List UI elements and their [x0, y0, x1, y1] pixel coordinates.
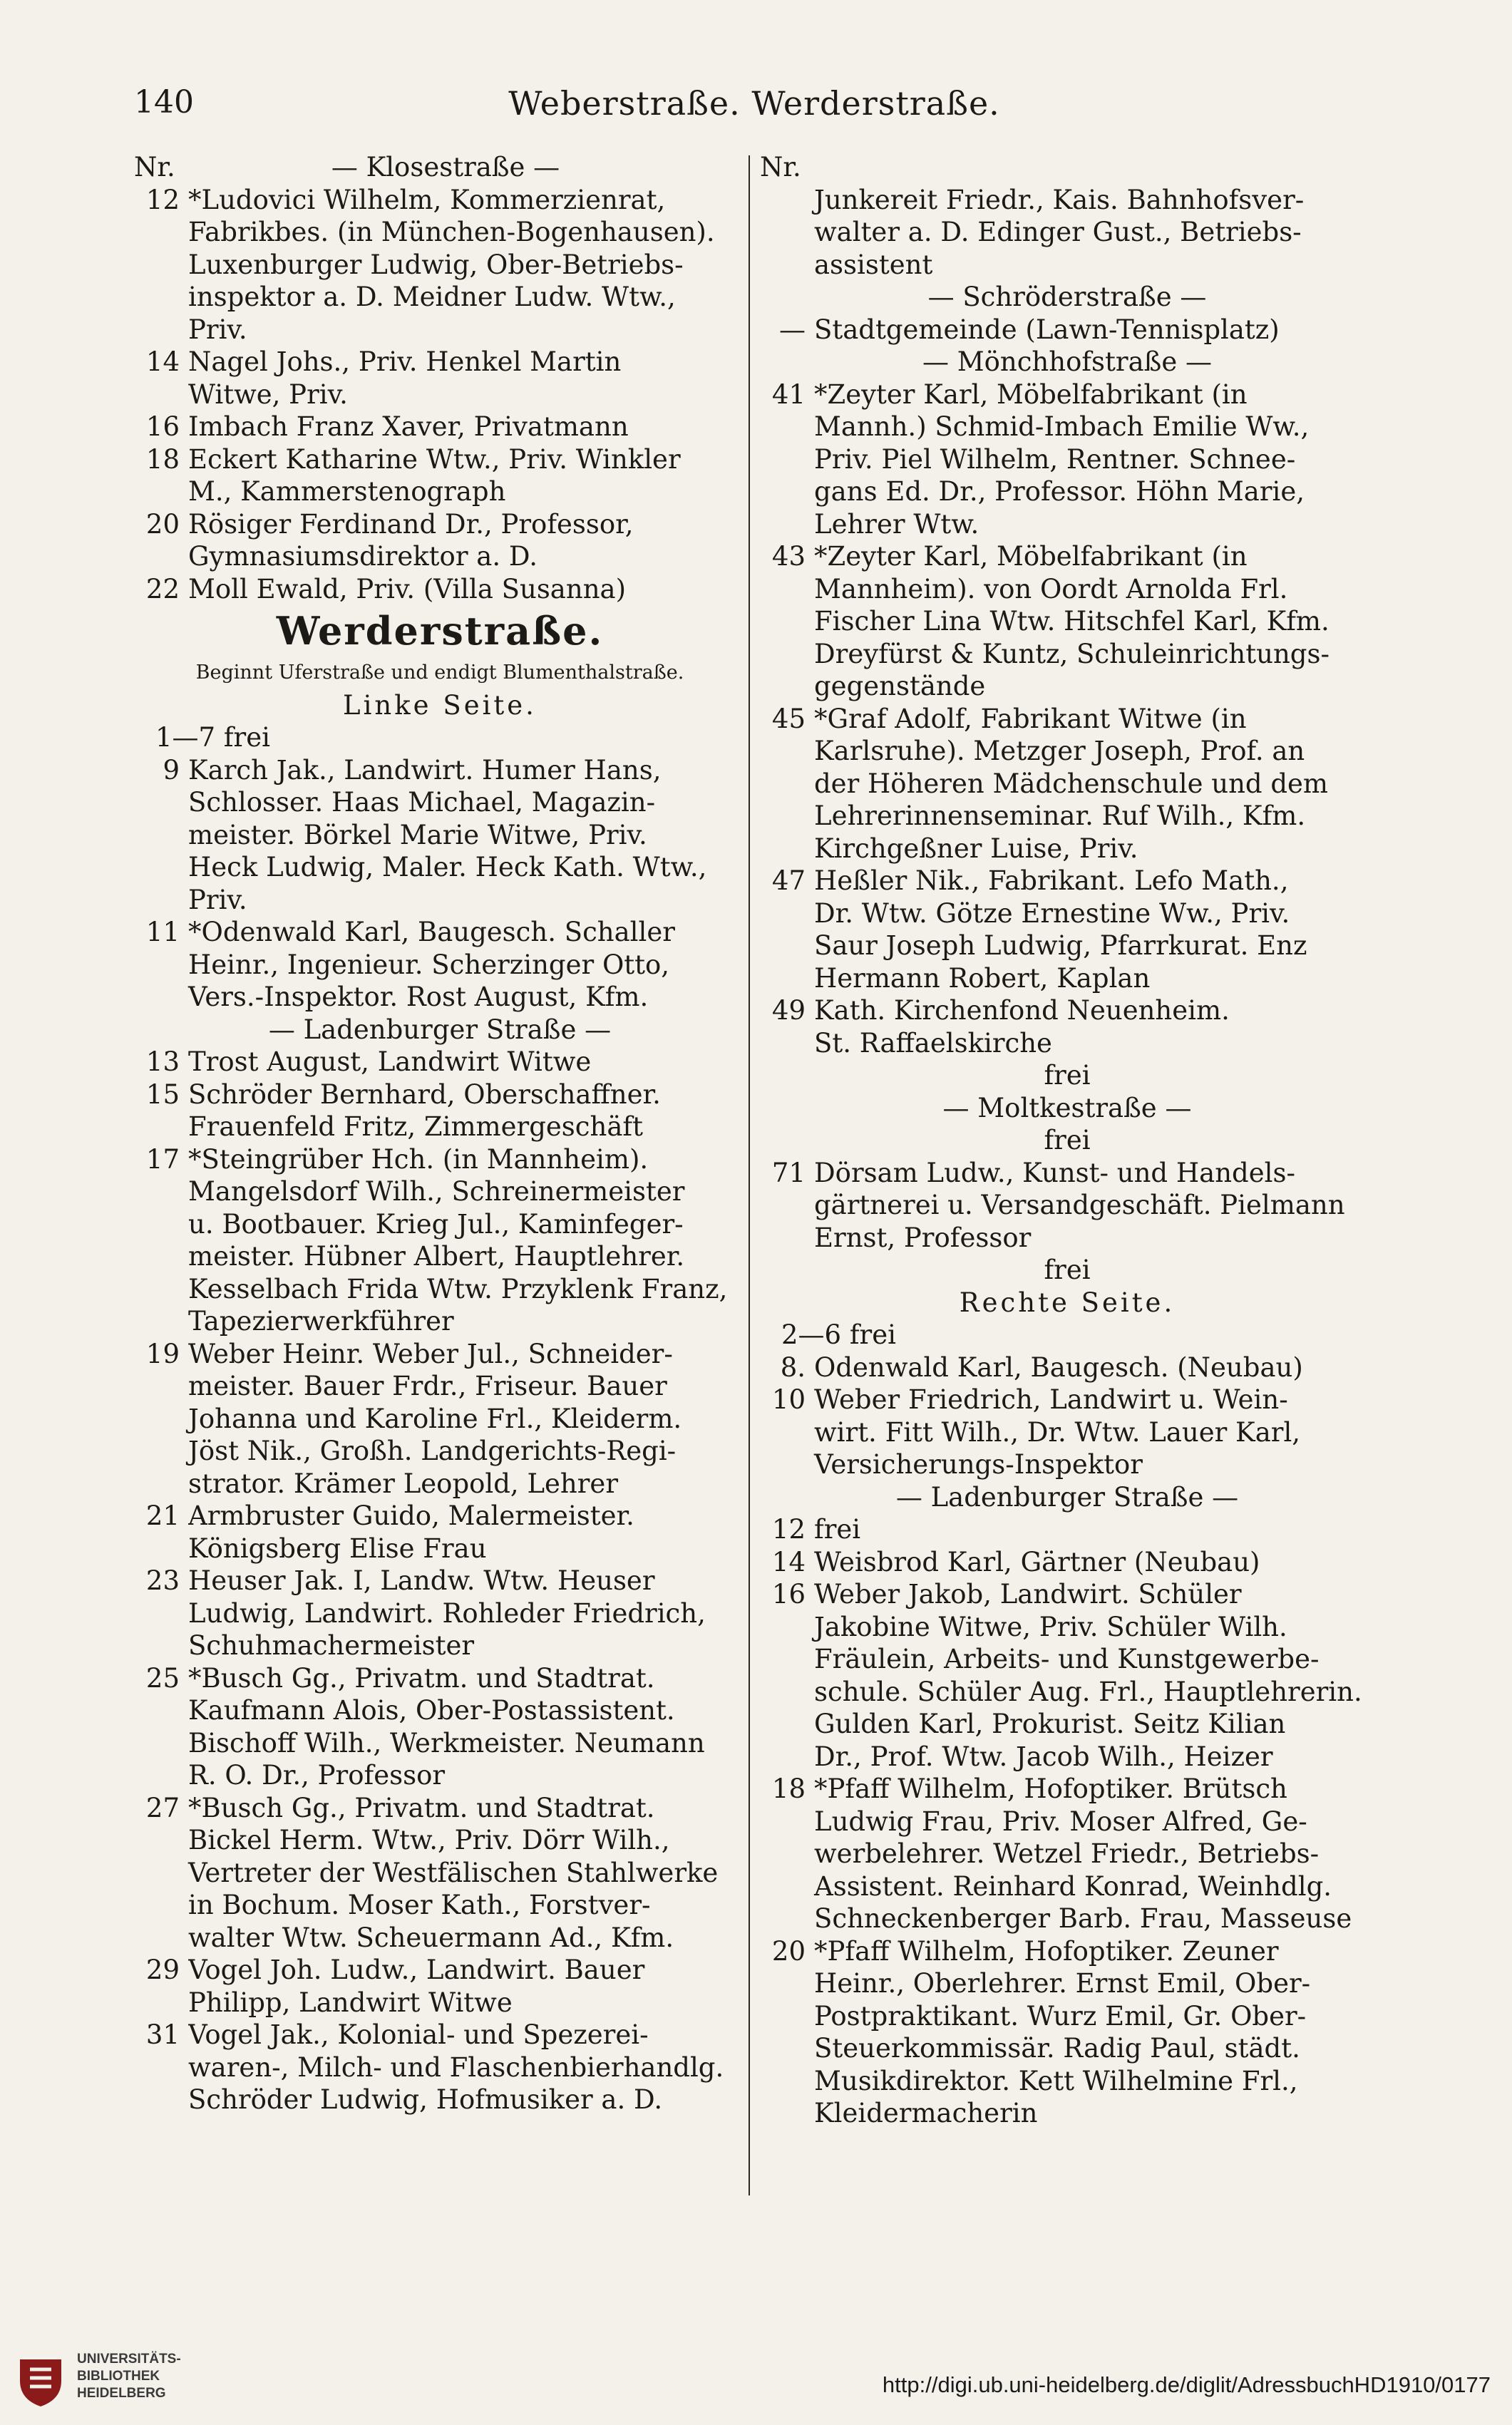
entry-continuation: Postpraktikant. Wurz Emil, Gr. Ober- — [814, 2000, 1307, 2032]
address-entry — [134, 1338, 746, 1371]
street-title: Werderstraße. — [276, 608, 604, 654]
side-heading: Rechte Seite. — [959, 1287, 1176, 1318]
entry-text: Schröder Bernhard, Oberschaffner. — [188, 1078, 661, 1110]
entry-continuation: Bickel Herm. Wtw., Priv. Dörr Wilh., — [188, 1825, 670, 1855]
entry-text: *Pfaff Wilhelm, Hofoptiker. Brütsch — [814, 1773, 1287, 1804]
entry-continuation: Schlosser. Haas Michael, Magazin- — [188, 787, 656, 818]
source-url[interactable]: http://digi.ub.uni-heidelberg.de/diglit/AdressbuchHD1910/0177 — [882, 2372, 1491, 2397]
address-entry — [760, 314, 1374, 346]
house-number: 16 — [771, 1579, 806, 1610]
entry-continuation: gärtnerei u. Versandgeschäft. Pielmann — [814, 1190, 1345, 1220]
cross-street-label: frei — [1044, 1255, 1091, 1285]
entry-continuation: Karlsruhe). Metzger Joseph, Prof. an — [814, 736, 1305, 766]
range-entry: 2—6 frei — [781, 1319, 896, 1350]
entry-continuation: werbelehrer. Wetzel Friedr., Betriebs- — [814, 1838, 1320, 1869]
house-number: 13 — [145, 1046, 180, 1077]
address-entry — [134, 1792, 746, 1825]
entry-text: Moll Ewald, Priv. (Villa Susanna) — [188, 573, 627, 604]
house-number: 19 — [145, 1338, 180, 1369]
house-number: 20 — [145, 508, 180, 540]
entry-text: Armbruster Guido, Malermeister. — [188, 1500, 634, 1531]
address-entry — [760, 703, 1374, 736]
entry-text: Eckert Katharine Wtw., Priv. Winkler — [188, 443, 681, 475]
entry-continuation: waren-, Milch- und Flaschenbierhandlg. — [188, 2051, 724, 2083]
address-entry — [134, 1078, 746, 1111]
entry-continuation: walter a. D. Edinger Gust., Betriebs- — [814, 217, 1302, 247]
number-column-label — [134, 151, 746, 184]
entry-text: Nagel Johs., Priv. Henkel Martin — [188, 346, 622, 377]
house-number: 27 — [145, 1792, 180, 1823]
house-number: 9 — [163, 754, 180, 786]
street-route-note: Beginnt Uferstraße und endigt Blumenthalstraße. — [195, 661, 684, 684]
entry-continuation: Mannheim). von Oordt Arnolda Frl. — [814, 573, 1288, 604]
entry-continuation: Junkereit Friedr., Kais. Bahnhofsver- — [814, 184, 1305, 215]
address-entry — [134, 411, 746, 443]
entry-continuation: Königsberg Elise Frau — [188, 1533, 487, 1564]
entry-continuation: Priv. Piel Wilhelm, Rentner. Schnee- — [814, 443, 1296, 475]
entry-text: *Zeyter Karl, Möbelfabrikant (in — [814, 541, 1248, 572]
entry-continuation: Dr., Prof. Wtw. Jacob Wilh., Heizer — [814, 1741, 1273, 1772]
entry-continuation: Vertreter der Westfälischen Stahlwerke — [188, 1857, 719, 1888]
address-entry — [760, 1546, 1374, 1579]
address-entry — [134, 1662, 746, 1695]
entry-continuation: Steuerkommissär. Radig Paul, städt. — [814, 2033, 1300, 2064]
address-entry — [760, 1935, 1374, 1968]
entry-text: Weisbrod Karl, Gärtner (Neubau) — [814, 1546, 1260, 1577]
house-number: 31 — [145, 2019, 180, 2050]
entry-continuation: Ludwig, Landwirt. Rohleder Friedrich, — [188, 1597, 706, 1629]
entry-continuation: Kleidermacherin — [814, 2098, 1038, 2128]
address-entry — [134, 1954, 746, 1987]
library-name-line: HEIDELBERG — [77, 2386, 166, 2401]
entry-text: Vogel Joh. Ludw., Landwirt. Bauer — [188, 1955, 645, 1985]
entry-continuation: Mangelsdorf Wilh., Schreinermeister — [188, 1176, 685, 1207]
house-number: 18 — [145, 443, 180, 475]
house-number: 15 — [145, 1078, 180, 1110]
range-entry: 1—7 frei — [155, 722, 270, 753]
entry-text: — Klosestraße — — [331, 152, 560, 182]
entry-continuation: Luxenburger Ludwig, Ober-Betriebs- — [188, 249, 684, 280]
address-entry — [760, 1384, 1374, 1416]
entry-continuation: Mannh.) Schmid-Imbach Emilie Ww., — [814, 411, 1310, 442]
house-number: Nr. — [760, 152, 801, 182]
left-column — [134, 151, 746, 2204]
entry-continuation: Kirchgeßner Luise, Priv. — [814, 833, 1138, 864]
entry-continuation: Heck Ludwig, Maler. Heck Kath. Wtw., — [188, 852, 707, 882]
house-number: — — [779, 314, 806, 345]
column-divider — [749, 155, 750, 2195]
entry-continuation: meister. Hübner Albert, Hauptlehrer. — [188, 1241, 685, 1272]
entry-continuation: Tapezierwerkführer — [188, 1306, 454, 1337]
entry-continuation: Witwe, Priv. — [188, 379, 348, 410]
entry-continuation: Dr. Wtw. Götze Ernestine Ww., Priv. — [814, 897, 1290, 929]
entry-continuation: Assistent. Reinhard Konrad, Weinhdlg. — [814, 1870, 1332, 1902]
entry-text: Weber Heinr. Weber Jul., Schneider- — [188, 1338, 673, 1369]
address-entry — [760, 540, 1374, 573]
house-number: 14 — [145, 346, 180, 377]
entry-continuation: Ludwig Frau, Priv. Moser Alfred, Ge- — [814, 1806, 1307, 1837]
address-entry — [134, 754, 746, 787]
house-number: 21 — [145, 1500, 180, 1531]
entry-continuation: gans Ed. Dr., Professor. Höhn Marie, — [814, 476, 1305, 507]
cross-street-label: — Schröderstraße — — [927, 282, 1207, 312]
entry-continuation: meister. Bauer Frdr., Friseur. Bauer — [188, 1371, 667, 1401]
library-name-line: BIBLIOTHEK — [77, 2369, 160, 2384]
entry-continuation: Schuhmachermeister — [188, 1630, 475, 1661]
house-number: 47 — [771, 865, 806, 896]
entry-continuation: Versicherungs-Inspektor — [814, 1449, 1143, 1480]
address-entry — [134, 508, 746, 541]
address-entry — [134, 443, 746, 476]
library-logo[interactable] — [16, 2347, 201, 2415]
entry-text: Weber Friedrich, Landwirt u. Wein- — [814, 1384, 1288, 1415]
entry-continuation: gegenstände — [814, 671, 986, 701]
entry-text: *Graf Adolf, Fabrikant Witwe (in — [814, 703, 1247, 734]
address-entry — [134, 184, 746, 217]
address-entry — [760, 1513, 1374, 1546]
entry-text: *Busch Gg., Privatm. und Stadtrat. — [188, 1792, 655, 1823]
entry-continuation: inspektor a. D. Meidner Ludw. Wtw., — [188, 282, 676, 312]
entry-continuation: meister. Börkel Marie Witwe, Priv. — [188, 819, 647, 850]
entry-text: *Steingrüber Hch. (in Mannheim). — [188, 1143, 649, 1175]
entry-continuation: walter Wtw. Scheuermann Ad., Kfm. — [188, 1922, 674, 1953]
entry-continuation: in Bochum. Moser Kath., Forstver- — [188, 1890, 651, 1920]
address-entry — [134, 346, 746, 379]
entry-text: Heuser Jak. I, Landw. Wtw. Heuser — [188, 1565, 655, 1596]
house-number: 14 — [771, 1546, 806, 1577]
entry-text: Heßler Nik., Fabrikant. Lefo Math., — [814, 865, 1289, 896]
entry-text: Stadtgemeinde (Lawn-Tennisplatz) — [814, 314, 1280, 345]
entry-continuation: Priv. — [188, 314, 247, 345]
entry-continuation: Lehrer Wtw. — [814, 508, 979, 540]
address-entry — [760, 1773, 1374, 1806]
entry-text: Odenwald Karl, Baugesch. (Neubau) — [814, 1351, 1303, 1383]
house-number: 18 — [771, 1773, 806, 1804]
entry-continuation: Dreyfürst & Kuntz, Schuleinrichtungs- — [814, 638, 1330, 669]
address-entry — [760, 1351, 1374, 1384]
entry-continuation: Saur Joseph Ludwig, Pfarrkurat. Enz — [814, 930, 1307, 961]
entry-continuation: Fabrikbes. (in München-Bogenhausen). — [188, 217, 715, 247]
entry-continuation: Johanna und Karoline Frl., Kleiderm. — [188, 1403, 682, 1434]
cross-street-label: — Ladenburger Straße — — [268, 1014, 612, 1045]
address-entry — [760, 1157, 1374, 1190]
cross-street-label: — Mönchhofstraße — — [922, 346, 1213, 377]
entry-continuation: schule. Schüler Aug. Frl., Hauptlehrerin. — [814, 1676, 1362, 1707]
entry-text: *Pfaff Wilhelm, Hofoptiker. Zeuner — [814, 1935, 1279, 1967]
entry-continuation: Musikdirektor. Kett Wilhelmine Frl., — [814, 2065, 1298, 2096]
entry-text: Vogel Jak., Kolonial- und Spezerei- — [188, 2019, 649, 2050]
page-number: 140 — [134, 84, 194, 120]
page-header — [134, 84, 1374, 134]
entry-continuation: assistent — [814, 249, 933, 280]
cross-street-label: — Moltkestraße — — [942, 1092, 1192, 1123]
house-number: 16 — [145, 411, 180, 442]
address-entry — [134, 916, 746, 949]
entry-continuation: R. O. Dr., Professor — [188, 1760, 446, 1791]
entry-text: Rösiger Ferdinand Dr., Professor, — [188, 508, 634, 540]
entry-continuation: Heinr., Oberlehrer. Ernst Emil, Ober- — [814, 1968, 1311, 1999]
entry-continuation: M., Kammerstenograph — [188, 476, 506, 507]
house-number: 12 — [771, 1514, 806, 1545]
entry-text: frei — [814, 1514, 861, 1545]
address-entry — [134, 573, 746, 606]
cross-street-label: frei — [1044, 1060, 1091, 1091]
address-entry — [134, 1046, 746, 1078]
address-entry — [760, 1578, 1374, 1611]
entry-continuation: Fräulein, Arbeits- und Kunstgewerbe- — [814, 1644, 1320, 1674]
entry-continuation: Vers.-Inspektor. Rost August, Kfm. — [188, 982, 649, 1012]
house-number: 41 — [771, 379, 806, 410]
entry-continuation: Jöst Nik., Großh. Landgerichts-Regi- — [188, 1436, 677, 1466]
house-number: 71 — [771, 1157, 806, 1188]
entry-continuation: Ernst, Professor — [814, 1222, 1032, 1253]
address-entry — [760, 865, 1374, 897]
entry-continuation: St. Raffaelskirche — [814, 1027, 1052, 1059]
entry-continuation: Lehrerinnenseminar. Ruf Wilh., Kfm. — [814, 800, 1306, 831]
entry-continuation: Frauenfeld Fritz, Zimmergeschäft — [188, 1111, 643, 1142]
house-number: 43 — [771, 541, 806, 572]
library-name — [77, 2351, 181, 2402]
house-number: Nr. — [134, 152, 175, 182]
entry-continuation: Priv. — [188, 884, 247, 915]
address-entry — [760, 994, 1374, 1027]
house-number: 8. — [780, 1351, 806, 1383]
entry-text: Kath. Kirchenfond Neuenheim. — [814, 995, 1230, 1026]
entry-text: Trost August, Landwirt Witwe — [188, 1046, 592, 1077]
house-number: 45 — [771, 703, 806, 734]
entry-continuation: der Höheren Mädchenschule und dem — [814, 768, 1329, 799]
address-entry — [134, 1500, 746, 1533]
entry-continuation: Gymnasiumsdirektor a. D. — [188, 541, 538, 572]
house-number: 29 — [145, 1955, 180, 1985]
right-column — [760, 151, 1374, 2204]
address-entry — [134, 1143, 746, 1176]
entry-continuation: u. Bootbauer. Krieg Jul., Kaminfeger- — [188, 1208, 684, 1240]
house-number: 20 — [771, 1935, 806, 1967]
house-number: 12 — [145, 184, 180, 215]
number-column-label — [760, 151, 1374, 184]
entry-continuation: Kesselbach Frida Wtw. Przyklenk Franz, — [188, 1273, 728, 1304]
house-number: 11 — [145, 917, 180, 947]
entry-continuation: Hermann Robert, Kaplan — [814, 962, 1151, 994]
address-entry — [760, 379, 1374, 411]
house-number: 23 — [145, 1565, 180, 1596]
library-name-line: UNIVERSITÄTS- — [77, 2352, 181, 2367]
side-heading: Linke Seite. — [343, 689, 537, 721]
library-logo-icon — [16, 2352, 66, 2409]
entry-text: Karch Jak., Landwirt. Humer Hans, — [188, 754, 662, 786]
entry-continuation: Schneckenberger Barb. Frau, Masseuse — [814, 1903, 1352, 1934]
entry-continuation: Heinr., Ingenieur. Scherzinger Otto, — [188, 949, 670, 980]
entry-continuation: Gulden Karl, Prokurist. Seitz Kilian — [814, 1709, 1286, 1739]
address-entry — [134, 2019, 746, 2051]
entry-continuation: Kaufmann Alois, Ober-Postassistent. — [188, 1695, 675, 1726]
entry-text: Imbach Franz Xaver, Privatmann — [188, 411, 629, 442]
entry-continuation: Bischoff Wilh., Werkmeister. Neumann — [188, 1727, 705, 1759]
entry-continuation: Fischer Lina Wtw. Hitschfel Karl, Kfm. — [814, 606, 1330, 637]
cross-street-label: frei — [1044, 1125, 1091, 1155]
house-number: 17 — [145, 1143, 180, 1175]
entry-text: *Ludovici Wilhelm, Kommerzienrat, — [188, 184, 666, 215]
cross-street-label: — Ladenburger Straße — — [895, 1481, 1239, 1513]
entry-text: *Zeyter Karl, Möbelfabrikant (in — [814, 379, 1248, 410]
entry-continuation: Jakobine Witwe, Priv. Schüler Wilh. — [814, 1611, 1287, 1642]
entry-text: *Busch Gg., Privatm. und Stadtrat. — [188, 1662, 655, 1694]
house-number: 25 — [145, 1662, 180, 1694]
house-number: 22 — [145, 573, 180, 604]
house-number: 49 — [771, 995, 806, 1026]
entry-continuation: strator. Krämer Leopold, Lehrer — [188, 1468, 619, 1499]
entry-continuation: Philipp, Landwirt Witwe — [188, 1987, 513, 2018]
entry-text: Dörsam Ludw., Kunst- und Handels- — [814, 1157, 1295, 1188]
running-title: Weberstraße. Werderstraße. — [508, 84, 1000, 123]
entry-continuation: wirt. Fitt Wilh., Dr. Wtw. Lauer Karl, — [814, 1416, 1301, 1448]
entry-text — [814, 151, 1374, 184]
entry-text: *Odenwald Karl, Baugesch. Schaller — [188, 917, 675, 947]
entry-text: Weber Jakob, Landwirt. Schüler — [814, 1579, 1242, 1610]
address-entry — [134, 1565, 746, 1597]
entry-continuation: Schröder Ludwig, Hofmusiker a. D. — [188, 2084, 663, 2115]
house-number: 10 — [771, 1384, 806, 1415]
